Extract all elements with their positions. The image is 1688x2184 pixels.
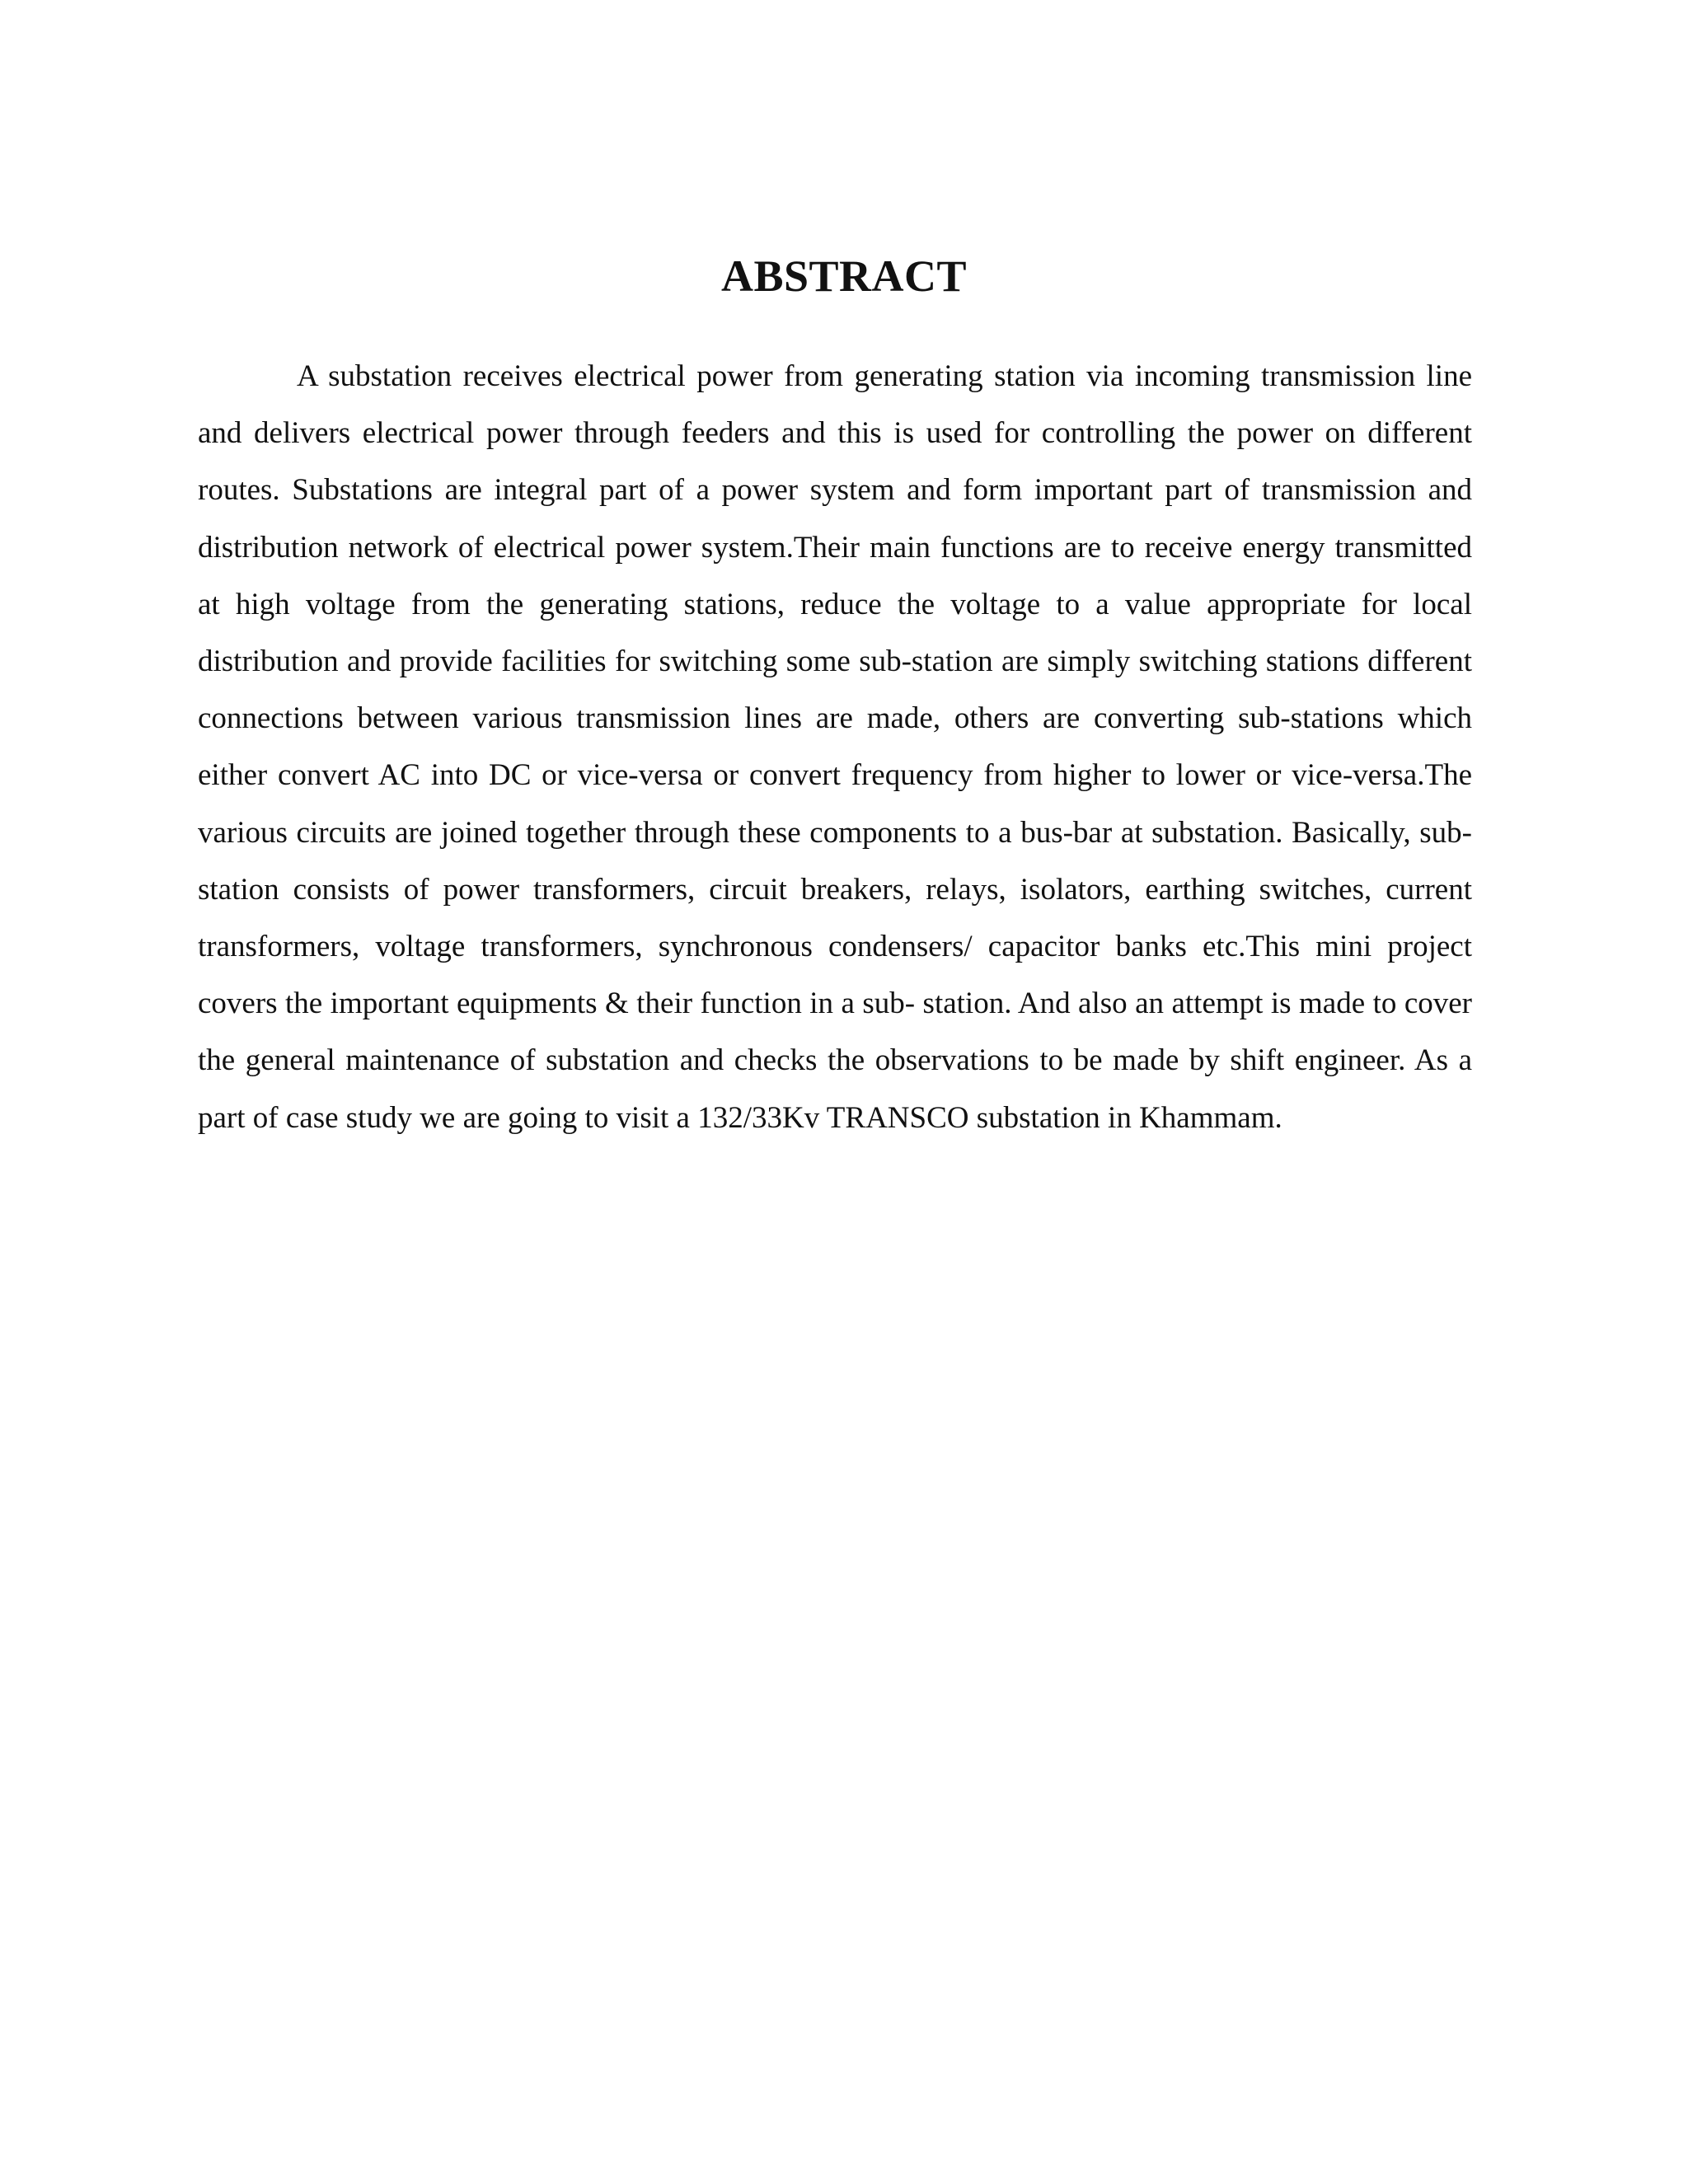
page-title: ABSTRACT	[720, 251, 968, 301]
abstract-paragraph: A substation receives electrical power from generating station via incoming transmission line and delivers electrical power through feeders and this is used for controlling the power on different routes. Substations are integral part of a power system and form important part of transmission and distribution network of electrical power system.Their main functions are to receive energy transmitted at high voltage from the generating stations, reduce the voltage to a value appropriate for local distribution and provide facilities for switching some sub-station are simply switching stations different connections between various transmission lines are made, others are converting sub-stations which either convert AC into DC or vice-versa or convert frequency from higher to lower or vice-versa.The various circuits are joined together through these components to a bus-bar at substation. Basically, sub-station consists of power transformers, circuit breakers, relays, isolators, earthing switches, current transformers, voltage transformers, synchronous condensers/ capacitor banks etc.This mini project covers the important equipments & their function in a sub- station. And also an attempt is made to cover the general maintenance of substation and checks the observations to be made by shift engineer. As a part of case study we are going to visit a 132/33Kv TRANSCO substation in Khammam.	[198, 359, 1472, 1135]
